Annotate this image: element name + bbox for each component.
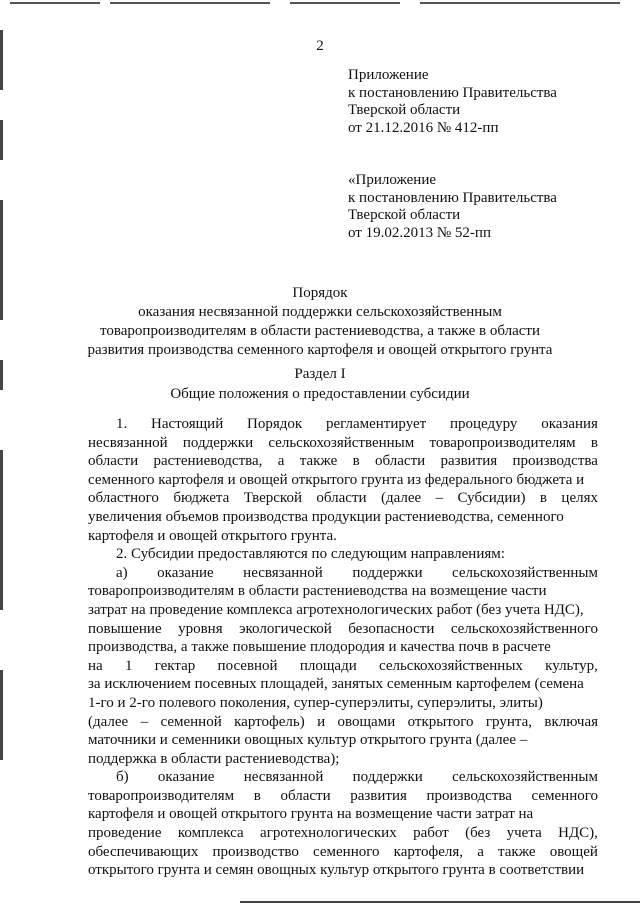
body-word: бюджета (173, 490, 230, 507)
body-word: и (317, 713, 326, 730)
appendix-line: к постановлению Правительства (348, 189, 557, 206)
body-word: поддержки (182, 434, 254, 451)
body-text (88, 415, 598, 880)
body-line (88, 750, 598, 769)
body-word: маточники и семенники овощных культур открытого грунта (далее – (88, 732, 528, 749)
body-line (88, 545, 598, 564)
body-line (88, 564, 598, 583)
body-word: товаропроизводителям (429, 434, 576, 451)
appendix-line: «Приложение (348, 172, 437, 188)
body-word: также (299, 453, 338, 470)
title-line: развития производства семенного картофеля и овощей открытого грунта (87, 342, 553, 358)
body-word: повышение (88, 620, 162, 637)
body-line (88, 731, 598, 750)
body-word: безопасности (348, 620, 435, 637)
body-word: производства (426, 787, 512, 804)
body-line (88, 434, 598, 453)
body-line (88, 768, 598, 787)
body-word: а) (116, 564, 128, 581)
body-word: сельскохозяйственным (452, 769, 598, 786)
body-word: работ (413, 825, 449, 842)
body-word: производства, а также повышение плодородия и качества почв в расчете (88, 639, 551, 656)
body-word: развития (440, 453, 498, 470)
body-word: поддержка в области растениеводства); (88, 750, 340, 767)
body-line (88, 508, 598, 527)
body-word: (далее (380, 490, 422, 507)
body-word: – (435, 490, 444, 507)
body-line (88, 452, 598, 471)
body-line (88, 861, 598, 880)
appendix-line: от 21.12.2016 № 412-пп (348, 119, 499, 136)
body-word: посевной (217, 657, 278, 674)
body-word: сельскохозяйственным (268, 434, 415, 451)
body-word: производства (512, 453, 598, 470)
body-word: также (498, 843, 536, 860)
body-word: открытого грунта и семян овощных культур открытого грунта в соответствии (88, 862, 585, 879)
section-heading (60, 364, 580, 404)
body-line (88, 471, 598, 490)
body-line (88, 657, 598, 676)
title-line: товаропроизводителям в области растениеводства, а также в области (100, 323, 540, 339)
body-word: 2. Субсидии предоставляются по следующим направлениям: (116, 546, 505, 563)
body-word: несвязанной (243, 564, 323, 581)
body-line (88, 620, 598, 639)
appendix-line: Тверской области (348, 102, 461, 118)
body-word: а (477, 843, 484, 860)
body-word: семенной (160, 713, 222, 730)
body-word: производство (212, 843, 299, 860)
body-word: а (277, 453, 285, 470)
body-word: за исключением посевных площадей, занятых семенным картофелем (семена (88, 676, 584, 693)
body-word: оказания (541, 416, 598, 432)
body-word: поддержки (352, 769, 423, 786)
body-word: семенного картофеля и овощей открытого грунта из федерального бюджета и (88, 471, 585, 488)
section-title: Общие положения о предоставлении субсидии (170, 386, 470, 402)
body-word: обеспечивающих (88, 843, 199, 860)
body-word: овощей (549, 843, 598, 860)
body-word: области (88, 453, 139, 470)
body-word: открытого (407, 713, 474, 730)
body-word: Субсидии) (457, 490, 526, 507)
body-word: целях (561, 490, 598, 507)
body-word: б) (116, 769, 129, 786)
body-line (88, 582, 598, 601)
body-line (88, 675, 598, 694)
body-word: грунта, (485, 713, 533, 730)
body-word: НДС), (558, 825, 598, 842)
body-word: сельскохозяйственных (378, 657, 523, 674)
body-word: в (590, 434, 598, 451)
body-line (88, 805, 598, 824)
scan-left-edge (0, 30, 3, 850)
body-word: в (539, 490, 547, 507)
section-number: Раздел I (294, 366, 346, 382)
body-word: несвязанной (88, 434, 168, 451)
body-word: товаропроизводителям (88, 787, 235, 804)
body-word: агротехнологических (260, 825, 397, 842)
body-word: картофеля и овощей открытого грунта. (88, 527, 337, 544)
body-word: – (140, 713, 149, 730)
body-word: сельскохозяйственным (452, 564, 598, 581)
body-word: области (375, 453, 426, 470)
body-line (88, 638, 598, 657)
body-word: культур, (545, 657, 598, 674)
body-word: гектар (154, 657, 196, 674)
body-word: картофель) (234, 713, 305, 730)
body-word: Настоящий (151, 416, 224, 432)
body-word: (далее (88, 713, 129, 730)
body-word: (без (465, 825, 491, 842)
page-number: 2 (316, 38, 324, 54)
body-word: овощами (337, 713, 396, 730)
body-line (88, 843, 598, 862)
body-word: несвязанной (243, 769, 324, 786)
body-word: затрат на проведение комплекса агротехнологических работ (без учета НДС), (88, 601, 584, 618)
body-word: области (316, 490, 367, 507)
appendix-line: Тверской области (348, 207, 461, 223)
body-word: семенного (313, 843, 380, 860)
body-word: товаропроизводителям в области растениеводства на возмещение части (88, 583, 547, 600)
body-line (88, 601, 598, 620)
body-word: картофеля и овощей открытого грунта на возмещение части затрат на (88, 806, 534, 823)
body-line (88, 713, 598, 732)
body-line (88, 694, 598, 713)
body-word: поддержки (352, 564, 423, 581)
body-word: развития (350, 787, 407, 804)
body-word: включая (544, 713, 598, 730)
body-word: области (280, 787, 331, 804)
body-line (88, 527, 598, 546)
body-word: картофеля, (393, 843, 464, 860)
body-word: оказание (157, 564, 214, 581)
title-line: Порядок (292, 285, 348, 301)
appendix-original-header (348, 172, 557, 242)
body-word: сельскохозяйственного (450, 620, 598, 637)
body-word: областного (88, 490, 159, 507)
body-word: 1-го и 2-го полевого поколения, супер-суперэлиты, суперэлиты, элиты) (88, 694, 543, 711)
body-word: в (352, 453, 360, 470)
appendix-line: Приложение (348, 67, 429, 83)
body-word: учета (506, 825, 542, 842)
body-word: площади (299, 657, 357, 674)
title-line: оказания несвязанной поддержки сельскохозяйственным (138, 304, 502, 320)
body-word: уровня (178, 620, 223, 637)
body-word: Тверской (243, 490, 302, 507)
body-line (88, 489, 598, 508)
body-line (88, 824, 598, 843)
body-word: 1. (116, 416, 128, 432)
body-word: увеличения объемов производства продукции растениеводства, семенного (88, 508, 564, 525)
body-line (88, 787, 598, 806)
body-word: процедуру (449, 416, 518, 432)
body-word: регламентирует (325, 416, 427, 432)
body-line (88, 415, 598, 434)
scan-bottom-edge (240, 901, 640, 903)
body-word: проведение (88, 825, 162, 842)
scan-top-edge (0, 0, 640, 8)
appendix-line: к постановлению Правительства (348, 84, 557, 101)
body-word: на (88, 657, 103, 674)
body-word: оказание (157, 769, 215, 786)
appendix-line: от 19.02.2013 № 52-пп (348, 224, 491, 241)
body-word: растениеводства, (153, 453, 263, 470)
appendix-current-header (348, 67, 557, 137)
body-word: семенного (531, 787, 598, 804)
body-word: 1 (124, 657, 133, 674)
body-word: Порядок (247, 416, 303, 432)
document-title (60, 284, 580, 360)
body-word: комплекса (177, 825, 244, 842)
body-word: экологической (239, 620, 332, 637)
body-word: в (253, 787, 261, 804)
